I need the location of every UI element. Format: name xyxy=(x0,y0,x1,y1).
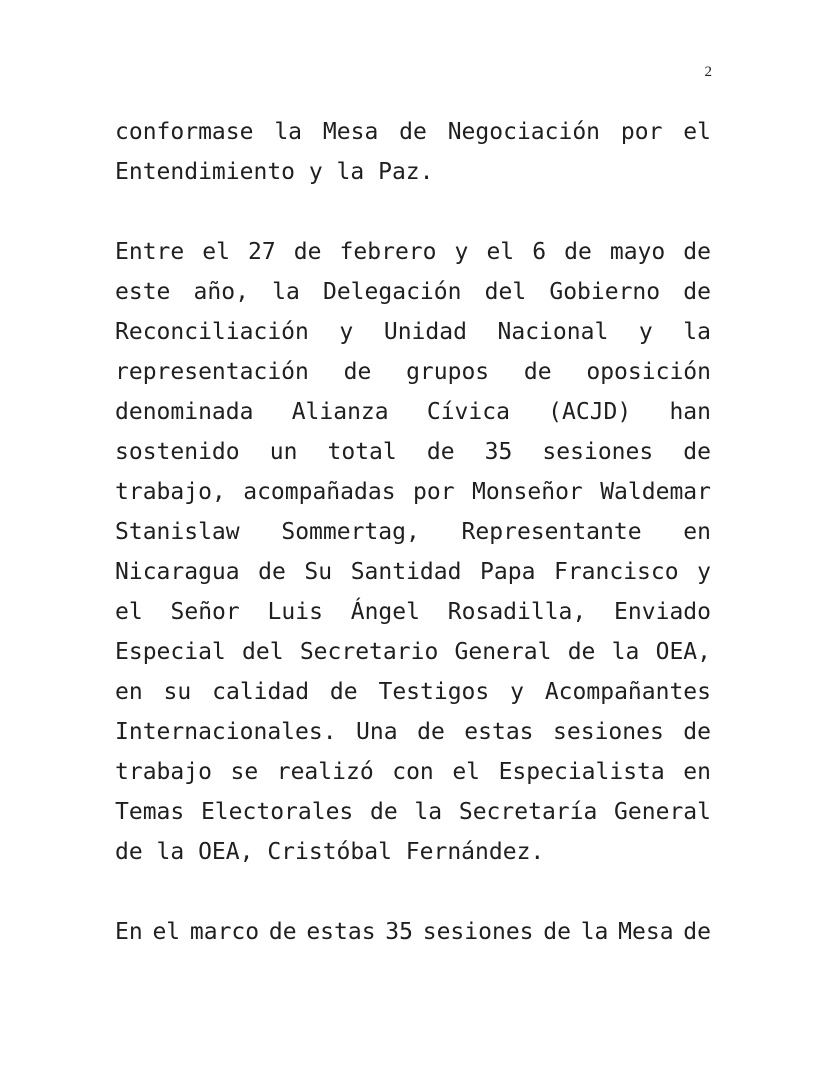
text-line: Entendimiento y la Paz. xyxy=(115,159,434,185)
text-line: sostenido un total de 35 sesiones de xyxy=(115,439,711,465)
text-line: conformase la Mesa de Negociación por el xyxy=(115,119,711,145)
paragraph-1 xyxy=(115,112,711,192)
text-line: trabajo se realizó con el Especialista en xyxy=(115,759,711,785)
text-line: Stanislaw Sommertag, Representante en xyxy=(115,519,711,545)
text-line: de la OEA, Cristóbal Fernández. xyxy=(115,839,545,865)
paragraph-3 xyxy=(115,912,711,952)
text-line: en su calidad de Testigos y Acompañantes xyxy=(115,679,711,705)
text-line: Reconciliación y Unidad Nacional y la xyxy=(115,319,711,345)
page-number: 2 xyxy=(704,64,712,80)
text-line: Especial del Secretario General de la OEA, xyxy=(115,639,711,665)
text-line: representación de grupos de oposición xyxy=(115,359,711,385)
paragraph-2 xyxy=(115,232,711,872)
text-line: denominada Alianza Cívica (ACJD) han xyxy=(115,399,711,425)
text-line: Entre el 27 de febrero y el 6 de mayo de xyxy=(115,239,711,265)
text-line: En el marco de estas 35 sesiones de la Mesa de xyxy=(115,919,711,945)
text-line: trabajo, acompañadas por Monseñor Waldemar xyxy=(115,479,711,505)
body-text xyxy=(115,112,711,952)
text-line: el Señor Luis Ángel Rosadilla, Enviado xyxy=(115,599,711,625)
text-line: Internacionales. Una de estas sesiones de xyxy=(115,719,711,745)
text-line: este año, la Delegación del Gobierno de xyxy=(115,279,711,305)
text-line: Nicaragua de Su Santidad Papa Francisco y xyxy=(115,559,711,585)
text-line: Temas Electorales de la Secretaría General xyxy=(115,799,711,825)
